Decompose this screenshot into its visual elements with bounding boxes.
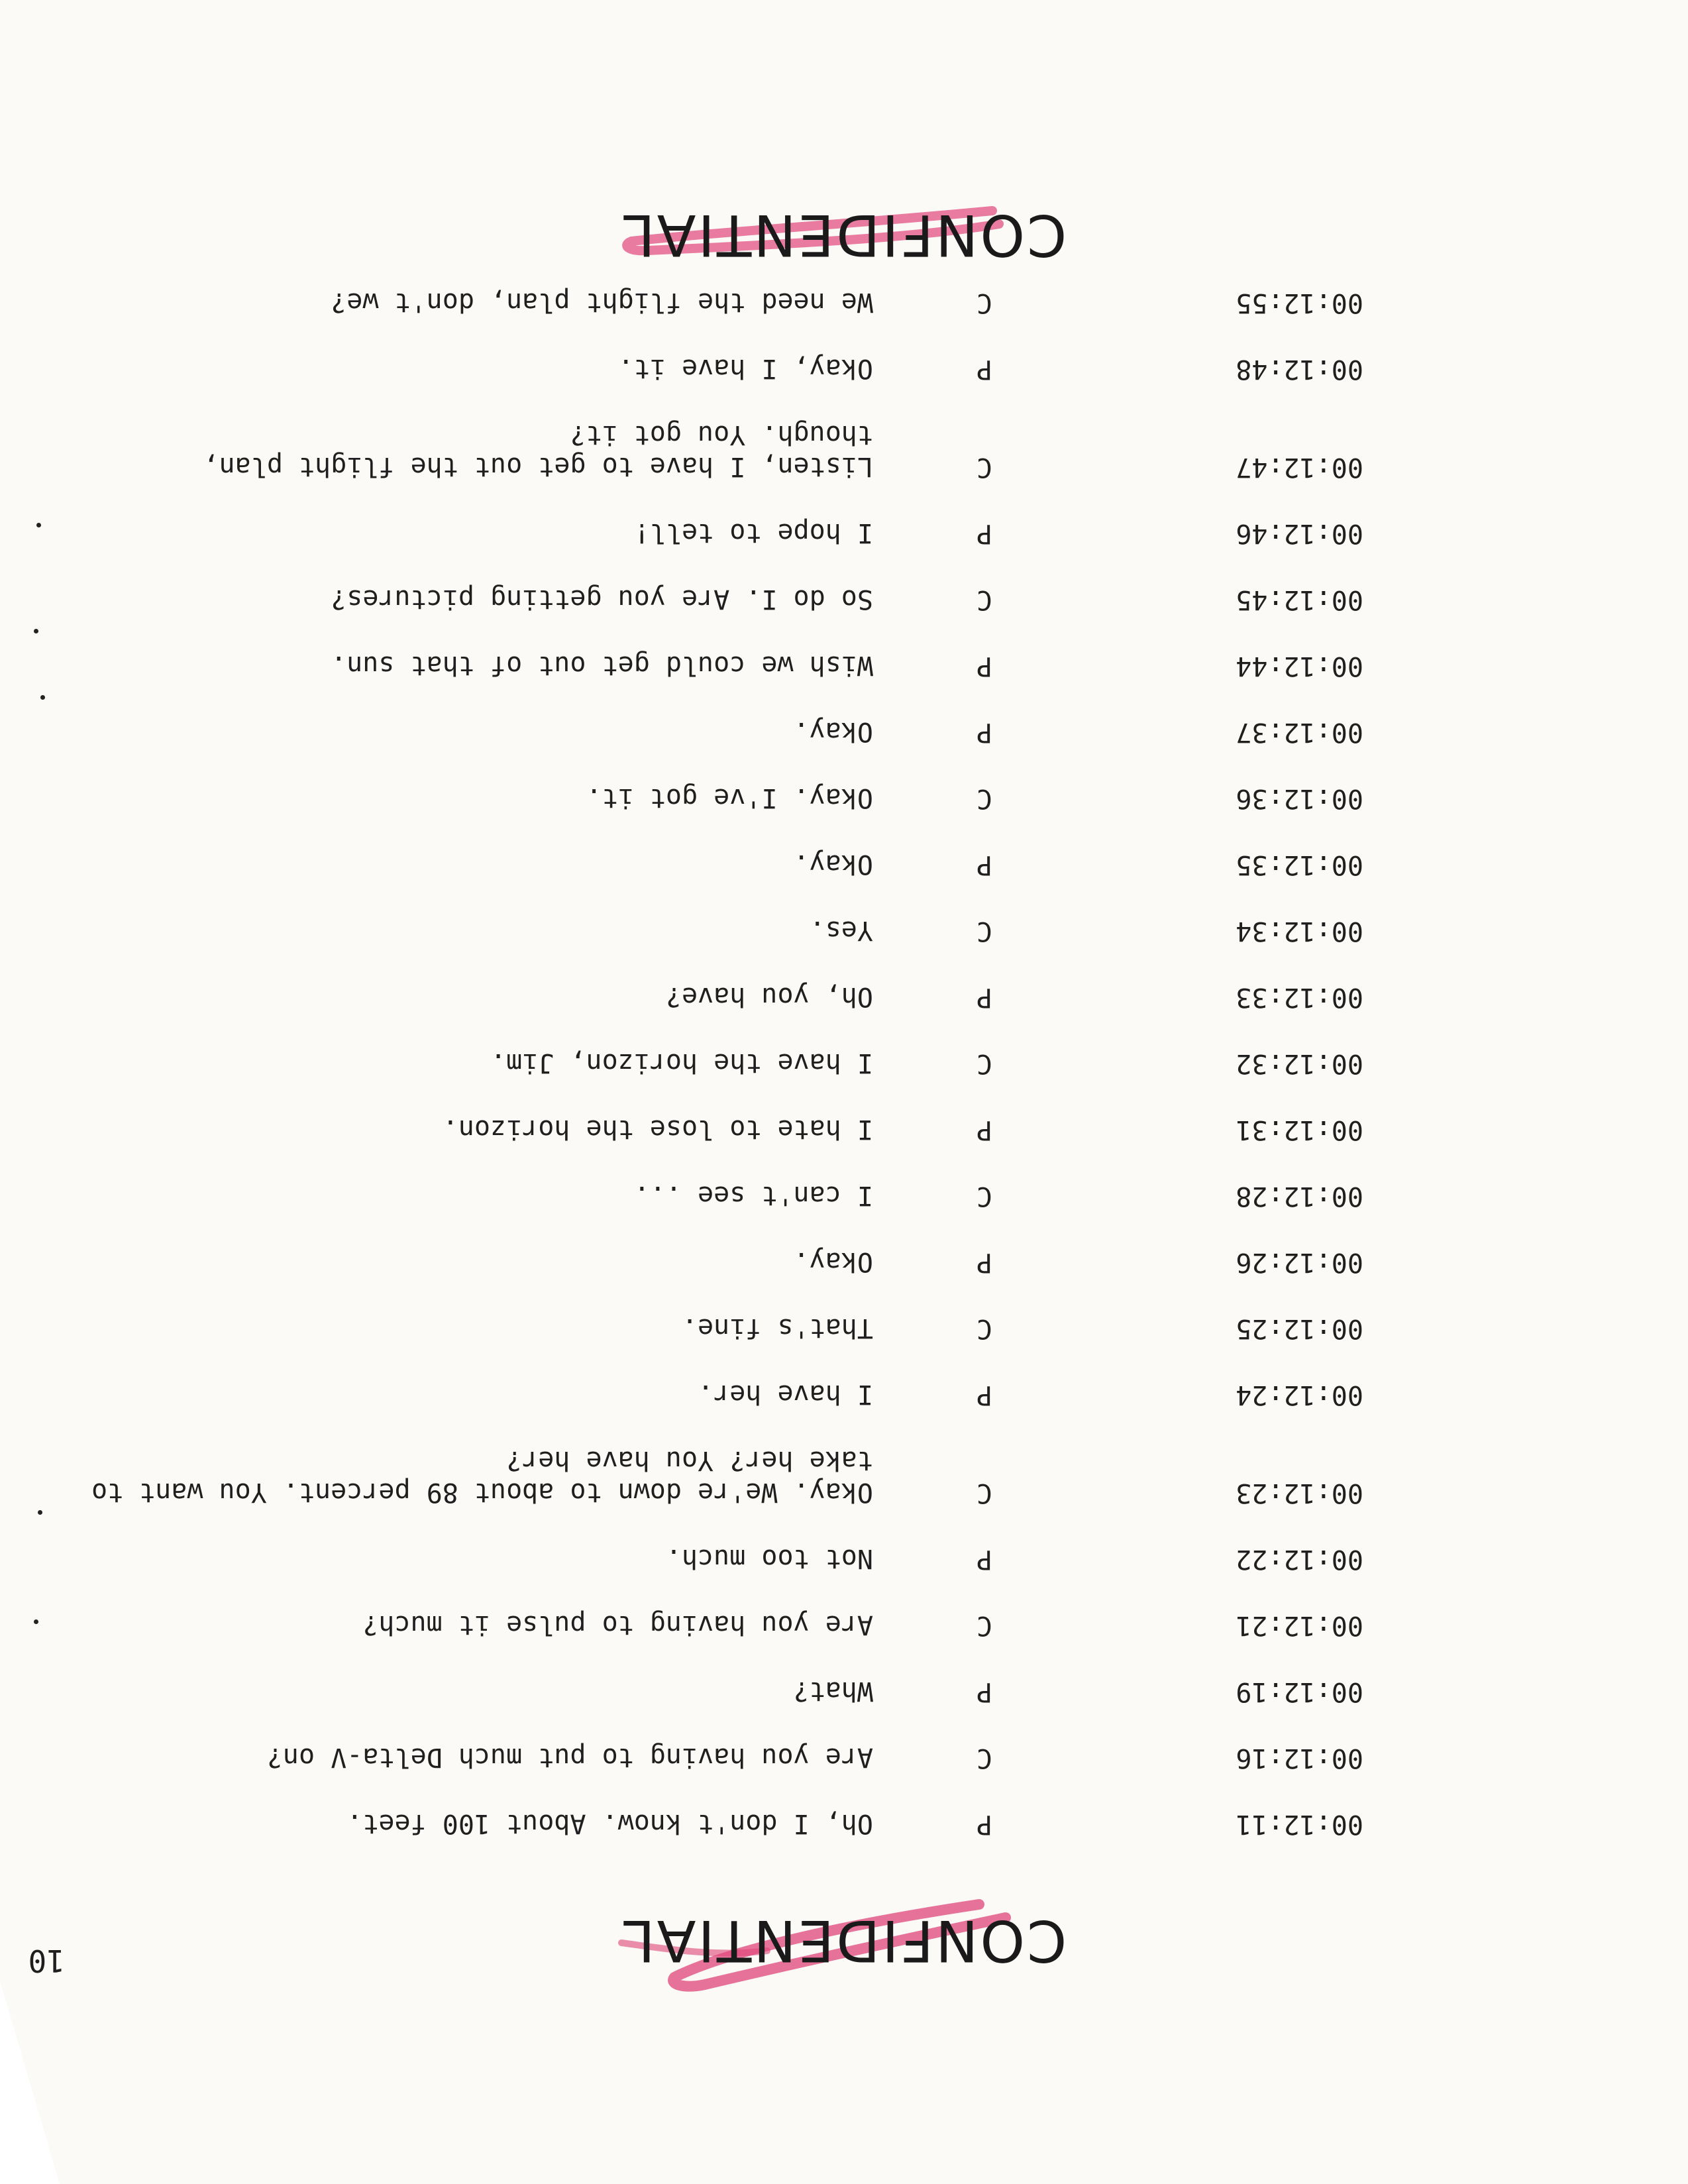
timestamp: 00:12:26: [1236, 1247, 1363, 1278]
speaker: P: [976, 1544, 992, 1574]
timestamp: 00:12:35: [1236, 849, 1363, 880]
speaker: C: [976, 1181, 992, 1211]
transcript-row: [0, 880, 1688, 946]
timestamp: 00:12:31: [1236, 1115, 1363, 1145]
paper-speck: [34, 629, 38, 633]
speaker: C: [976, 1313, 992, 1344]
speaker: C: [976, 452, 992, 482]
speech-text: I hate to lose the horizon.: [442, 1114, 873, 1144]
transcript-row: [0, 1079, 1688, 1145]
timestamp: 00:12:21: [1236, 1610, 1363, 1641]
transcript-row: [0, 1773, 1688, 1839]
speech-text: Okay, I have it.: [617, 353, 873, 384]
timestamp: 00:12:16: [1236, 1743, 1363, 1773]
speaker: P: [976, 1809, 992, 1839]
speech-text: Okay.: [793, 1246, 873, 1277]
speech-text: Okay.: [793, 716, 873, 747]
speaker: P: [976, 1676, 992, 1707]
speaker: C: [976, 584, 992, 615]
speech-text: Not too much.: [665, 1543, 873, 1574]
timestamp: 00:12:34: [1236, 916, 1363, 946]
transcript-row: [0, 1344, 1688, 1410]
timestamp: 00:12:33: [1236, 982, 1363, 1012]
speaker: P: [976, 1115, 992, 1145]
timestamp: 00:12:32: [1236, 1048, 1363, 1079]
speech-text: We need the flight plan, don't we?: [331, 287, 873, 317]
timestamp: 00:12:24: [1236, 1380, 1363, 1410]
speaker: C: [976, 1048, 992, 1079]
transcript-row: [0, 1574, 1688, 1641]
confidential-label: CONFIDENTIAL: [621, 201, 1067, 268]
speaker: C: [976, 783, 992, 814]
timestamp: 00:12:46: [1236, 518, 1363, 549]
speech-text: So do I. Are you getting pictures?: [331, 584, 873, 614]
transcript-row: [0, 549, 1688, 615]
timestamp: 00:12:22: [1236, 1544, 1363, 1574]
speaker: P: [976, 651, 992, 681]
speech-text: Okay. We're down to about 89 percent. You want to take her? You have her?: [91, 1445, 873, 1507]
transcript-list: [0, 252, 1688, 1839]
speech-text: Listen, I have to get out the flight plan, though. You got it?: [203, 419, 873, 482]
confidential-label: CONFIDENTIAL: [621, 1907, 1067, 1973]
timestamp: 00:12:44: [1236, 651, 1363, 681]
speaker: P: [976, 1247, 992, 1278]
transcript-row: [0, 482, 1688, 549]
transcript-row: [0, 1410, 1688, 1508]
speaker: P: [976, 982, 992, 1012]
speech-text: Oh, you have?: [665, 981, 873, 1012]
transcript-row: [0, 1145, 1688, 1211]
transcript-row: [0, 747, 1688, 814]
paper-speck: [34, 1619, 38, 1624]
transcript-row: [0, 615, 1688, 681]
speaker: P: [976, 1380, 992, 1410]
timestamp: 00:12:28: [1236, 1181, 1363, 1211]
speaker: C: [976, 288, 992, 318]
paper-speck: [38, 1510, 42, 1515]
timestamp: 00:12:19: [1236, 1676, 1363, 1707]
timestamp: 00:12:25: [1236, 1313, 1363, 1344]
speaker: P: [976, 849, 992, 880]
speech-text: I have the horizon, Jim.: [490, 1048, 873, 1078]
transcript-row: [0, 384, 1688, 482]
speaker: C: [976, 1478, 992, 1508]
speaker: P: [976, 354, 992, 384]
speech-text: Okay. I've got it.: [586, 783, 873, 813]
transcript-row: [0, 814, 1688, 880]
confidential-stamp-bottom: [0, 201, 1688, 268]
speaker: C: [976, 1610, 992, 1641]
timestamp: 00:12:55: [1236, 288, 1363, 318]
paper-speck: [36, 523, 41, 527]
page-number: 10: [28, 1943, 65, 1979]
speaker: C: [976, 1743, 992, 1773]
speech-text: Wish we could get out of that sun.: [331, 650, 873, 681]
speaker: C: [976, 916, 992, 946]
speech-text: Are you having to pulse it much?: [362, 1610, 873, 1640]
speaker: P: [976, 717, 992, 747]
transcript-row: [0, 1707, 1688, 1773]
confidential-stamp-top: [0, 1907, 1688, 1973]
timestamp: 00:12:11: [1236, 1809, 1363, 1839]
speech-text: I can't see ...: [633, 1180, 873, 1211]
speech-text: Oh, I don't know. About 100 feet.: [346, 1808, 873, 1839]
speech-text: What?: [793, 1676, 873, 1706]
transcript-row: [0, 681, 1688, 747]
speech-text: Okay.: [793, 849, 873, 879]
transcript-row: [0, 1508, 1688, 1574]
transcript-row: [0, 1012, 1688, 1079]
speech-text: I hope to tell!: [633, 518, 873, 548]
transcript-row: [0, 318, 1688, 384]
speaker: P: [976, 518, 992, 549]
timestamp: 00:12:48: [1236, 354, 1363, 384]
transcript-row: [0, 1211, 1688, 1278]
speech-text: Are you having to put much Delta-V on?: [266, 1742, 873, 1773]
timestamp: 00:12:45: [1236, 584, 1363, 615]
timestamp: 00:12:47: [1236, 452, 1363, 482]
speech-text: I have her.: [698, 1379, 873, 1409]
transcript-row: [0, 1641, 1688, 1707]
speech-text: Yes.: [809, 915, 873, 946]
timestamp: 00:12:23: [1236, 1478, 1363, 1508]
paper-speck: [40, 695, 45, 700]
timestamp: 00:12:36: [1236, 783, 1363, 814]
timestamp: 00:12:37: [1236, 717, 1363, 747]
transcript-row: [0, 1278, 1688, 1344]
speech-text: That's fine.: [682, 1313, 873, 1343]
transcript-row: [0, 946, 1688, 1012]
